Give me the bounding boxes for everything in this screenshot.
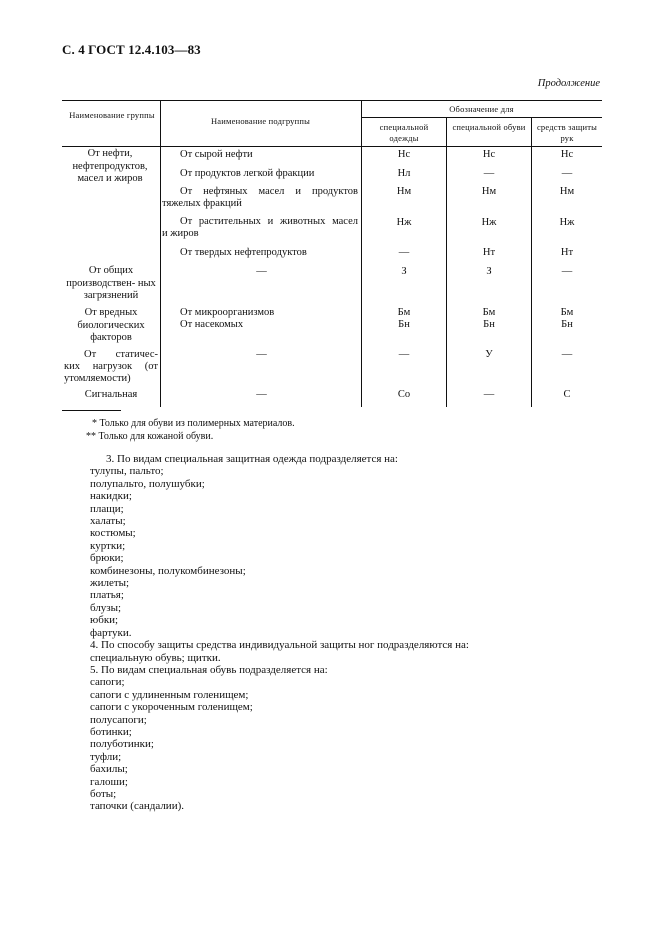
body-line: куртки;: [90, 539, 126, 552]
group-bio: От вредных биологических факторов: [77, 307, 145, 343]
sub-microorganisms: От микроорганизмов: [180, 307, 275, 318]
table-bottom-rule: [62, 410, 121, 411]
body-line: фартуки.: [90, 626, 132, 639]
body-text: [90, 453, 469, 813]
cell: Бм: [560, 307, 574, 318]
cell: —: [398, 349, 410, 360]
page-header: С. 4 ГОСТ 12.4.103—83: [62, 42, 201, 57]
cell: Бм: [397, 307, 411, 318]
body-line: жилеты;: [90, 577, 130, 590]
cell: Нж: [559, 217, 575, 228]
cell: Бн: [398, 319, 410, 330]
sub-insects: От насекомых: [180, 319, 244, 330]
cell: С: [563, 389, 571, 400]
body-line: комбинезоны, полукомбинезоны;: [90, 564, 246, 577]
body-line: блузы;: [90, 601, 122, 614]
cell: —: [256, 389, 267, 400]
cell: —: [398, 247, 410, 258]
body-line: галоши;: [90, 775, 128, 788]
group-static-3: утомляемости): [64, 373, 131, 384]
body-line: плащи;: [90, 502, 124, 515]
cell: Со: [397, 389, 411, 400]
col-divider-1: [160, 100, 161, 407]
cell: З: [486, 266, 492, 277]
cell: —: [561, 266, 573, 277]
sub-heavy-cont: тяжелых фракций: [162, 198, 242, 209]
cell: У: [485, 349, 493, 360]
header-footwear: специальной обуви: [452, 122, 526, 132]
body-line: тапочки (сандалии).: [90, 800, 184, 813]
sub-crude: От сырой нефти: [180, 149, 253, 160]
header-subgroup: Наименование подгруппы: [210, 116, 311, 126]
footnote: ** Только для кожаной обуви.: [86, 430, 214, 442]
footnotes: [86, 418, 295, 443]
sub-heavy: От нефтяных масел и продуктов: [180, 186, 358, 197]
cell: —: [483, 168, 495, 179]
cell: Нс: [560, 149, 574, 160]
header-subrule: [361, 117, 602, 118]
body-line: 4. По способу защиты средства индивидуальной защиты ног подразделяются на:: [90, 639, 469, 652]
body-line: тулупы, пальто;: [90, 465, 164, 478]
sub-solid: От твердых нефтепродуктов: [180, 247, 307, 258]
group-static-2: ких нагрузок (от: [64, 361, 158, 372]
cell: —: [256, 349, 267, 360]
body-line: полупальто, полушубки;: [90, 477, 205, 490]
header-designation: Обозначение для: [449, 104, 514, 114]
cell: —: [256, 266, 267, 277]
body-line: сапоги с укороченным голенищем;: [90, 701, 253, 714]
body-line: костюмы;: [90, 527, 136, 540]
continuation-label: Продолжение: [537, 78, 600, 89]
cell: Нж: [396, 217, 412, 228]
cell: Нж: [481, 217, 497, 228]
header-clothing: специальной одежды: [379, 122, 429, 143]
body-line: 5. По видам специальная обувь подразделяется на:: [90, 663, 328, 676]
cell: —: [483, 389, 495, 400]
cell: Бм: [482, 307, 496, 318]
body-line: ботинки;: [90, 725, 132, 738]
sub-veg: От растительных и животных масел: [180, 216, 358, 227]
header-group: Наименование группы: [69, 110, 155, 120]
body-line: юбки;: [90, 614, 119, 627]
body-line: бахилы;: [90, 763, 128, 776]
sub-veg-cont: и жиров: [162, 228, 199, 239]
group-general: От общих производствен- ных загрязнений: [66, 265, 156, 301]
body-line: боты;: [90, 787, 117, 800]
cell: Нм: [396, 186, 412, 197]
table-top-rule: [62, 100, 602, 101]
body-line: полусапоги;: [90, 713, 147, 726]
cell: —: [561, 168, 573, 179]
group-static-1: От статичес-: [84, 349, 158, 360]
cell: Нм: [481, 186, 497, 197]
cell: Нс: [397, 149, 411, 160]
cell: Нт: [482, 247, 496, 258]
cell: Нт: [560, 247, 574, 258]
body-line: платья;: [90, 589, 124, 602]
cell: З: [401, 266, 407, 277]
cell: Бн: [561, 319, 573, 330]
body-line: полуботинки;: [90, 738, 154, 751]
cell: —: [561, 349, 573, 360]
body-line: сапоги с удлиненным голенищем;: [90, 688, 249, 701]
cell: Нл: [397, 168, 411, 179]
group-oil: От нефти, нефтепродуктов, масел и жиров: [72, 148, 148, 184]
footnote: * Только для обуви из полимерных материалов.: [92, 418, 295, 429]
body-line: халаты;: [90, 515, 126, 528]
sub-light: От продуктов легкой фракции: [180, 168, 315, 179]
cell: Нс: [482, 149, 496, 160]
body-line: специальную обувь; щитки.: [90, 651, 221, 664]
body-line: туфли;: [90, 750, 122, 763]
group-signal: Сигнальная: [84, 389, 138, 400]
header-hands: средств защиты рук: [536, 122, 598, 143]
cell: Нм: [559, 186, 575, 197]
body-line: накидки;: [90, 490, 132, 503]
body-line: брюки;: [90, 552, 124, 565]
header-bottom-rule: [62, 146, 602, 147]
body-line: сапоги;: [90, 676, 125, 689]
body-line: 3. По видам специальная защитная одежда подразделяется на:: [106, 453, 398, 465]
cell: Бн: [483, 319, 495, 330]
